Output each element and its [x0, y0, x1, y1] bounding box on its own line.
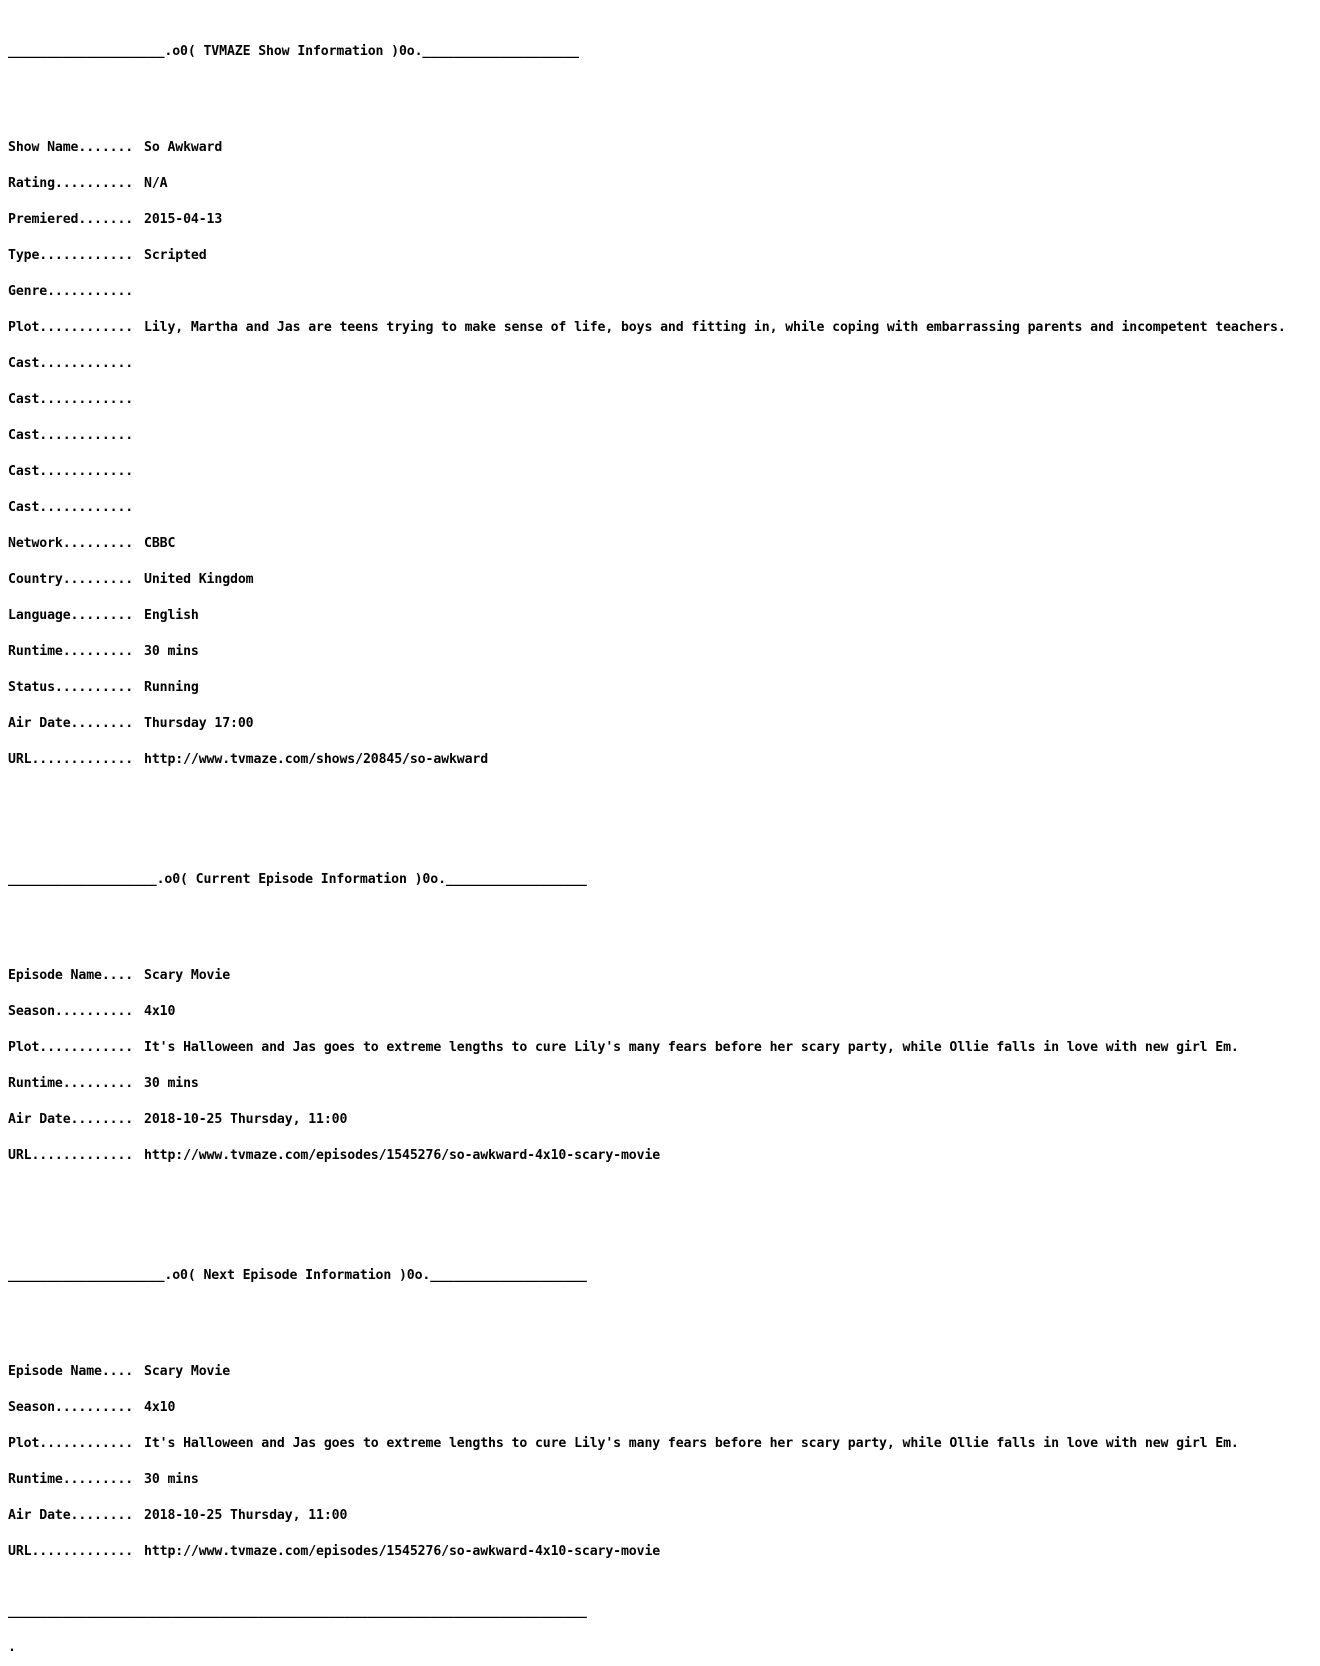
field-row-air-date — [8, 1114, 1286, 1126]
field-value: 30 mins — [144, 1472, 199, 1487]
field-row-air-date — [8, 1510, 1286, 1522]
field-label: Status.......... — [8, 680, 134, 695]
current-episode-fields — [8, 946, 1286, 1186]
field-value: 30 mins — [144, 644, 199, 659]
blank-line — [8, 1306, 1286, 1318]
field-value: N/A — [144, 176, 168, 191]
field-row-plot — [8, 322, 1286, 334]
field-label: Episode Name.... — [8, 1364, 134, 1379]
field-label: Network......... — [8, 536, 134, 551]
field-row-type — [8, 250, 1286, 262]
field-label: Plot............ — [8, 1436, 134, 1451]
field-row-runtime — [8, 1474, 1286, 1486]
field-row-air-date — [8, 718, 1286, 730]
field-value: It's Halloween and Jas goes to extreme lengths to cure Lily's many fears before her scary party, while Ollie falls in love with new girl Em. — [144, 1040, 1239, 1055]
field-row-url — [8, 1546, 1286, 1558]
field-row-language — [8, 610, 1286, 622]
next-episode-fields — [8, 1342, 1286, 1582]
field-label: Cast............ — [8, 500, 134, 515]
blank-line — [8, 814, 1286, 826]
field-label: Air Date........ — [8, 716, 134, 731]
field-label: Air Date........ — [8, 1112, 134, 1127]
field-label: Cast............ — [8, 392, 134, 407]
field-row-episode-name — [8, 1366, 1286, 1378]
field-row-plot — [8, 1438, 1286, 1450]
field-label: Show Name....... — [8, 140, 134, 155]
field-label: Genre........... — [8, 284, 134, 299]
field-row-cast — [8, 394, 1286, 406]
field-label: Season.......... — [8, 1400, 134, 1415]
field-label: Country......... — [8, 572, 134, 587]
field-value: Scary Movie — [144, 968, 231, 983]
field-value: Running — [144, 680, 199, 695]
console-output — [8, 10, 1286, 1666]
field-value: So Awkward — [144, 140, 223, 155]
footer-rule: __________________________________________________________________________ — [8, 1604, 587, 1619]
field-row-cast — [8, 430, 1286, 442]
field-row-runtime — [8, 1078, 1286, 1090]
field-value: 2015-04-13 — [144, 212, 223, 227]
field-value: 4x10 — [144, 1400, 176, 1415]
field-value: Thursday 17:00 — [144, 716, 254, 731]
field-label: URL............. — [8, 1544, 134, 1559]
prompt-cursor: . — [8, 1640, 16, 1655]
field-label: Type............ — [8, 248, 134, 263]
field-value: Scary Movie — [144, 1364, 231, 1379]
show-info-header: ____________________.o0( TVMAZE Show Information )0o.____________________ — [8, 44, 579, 59]
field-row-season — [8, 1402, 1286, 1414]
field-label: Plot............ — [8, 1040, 134, 1055]
field-row-season — [8, 1006, 1286, 1018]
field-value: 4x10 — [144, 1004, 176, 1019]
show-info-fields — [8, 118, 1286, 790]
field-label: Cast............ — [8, 428, 134, 443]
field-row-premiered — [8, 214, 1286, 226]
field-label: Runtime......... — [8, 644, 134, 659]
field-label: Runtime......... — [8, 1076, 134, 1091]
field-value: Lily, Martha and Jas are teens trying to make sense of life, boys and fitting in, while coping with embarrassing parents and incompetent teachers. — [144, 320, 1286, 335]
field-row-genre — [8, 286, 1286, 298]
field-value: 2018-10-25 Thursday, 11:00 — [144, 1508, 348, 1523]
field-label: URL............. — [8, 1148, 134, 1163]
field-row-cast — [8, 502, 1286, 514]
field-row-status — [8, 682, 1286, 694]
field-row-network — [8, 538, 1286, 550]
field-row-cast — [8, 466, 1286, 478]
field-value: English — [144, 608, 199, 623]
field-value: United Kingdom — [144, 572, 254, 587]
field-row-country — [8, 574, 1286, 586]
field-label: Season.......... — [8, 1004, 134, 1019]
blank-line — [8, 82, 1286, 94]
field-value: It's Halloween and Jas goes to extreme lengths to cure Lily's many fears before her scary party, while Ollie falls in love with new girl Em. — [144, 1436, 1239, 1451]
field-value: 2018-10-25 Thursday, 11:00 — [144, 1112, 348, 1127]
field-value: CBBC — [144, 536, 176, 551]
field-row-show-name — [8, 142, 1286, 154]
field-value: 30 mins — [144, 1076, 199, 1091]
field-value: http://www.tvmaze.com/episodes/1545276/so-awkward-4x10-scary-movie — [144, 1544, 661, 1559]
field-label: Air Date........ — [8, 1508, 134, 1523]
field-label: Language........ — [8, 608, 134, 623]
field-label: Episode Name.... — [8, 968, 134, 983]
current-episode-header: ___________________.o0( Current Episode Information )0o.__________________ — [8, 872, 587, 887]
field-label: Runtime......... — [8, 1472, 134, 1487]
field-value: Scripted — [144, 248, 207, 263]
field-label: Rating.......... — [8, 176, 134, 191]
field-row-cast — [8, 358, 1286, 370]
field-label: URL............. — [8, 752, 134, 767]
blank-line — [8, 1210, 1286, 1222]
next-episode-header: ____________________.o0( Next Episode Information )0o.____________________ — [8, 1268, 587, 1283]
field-row-url — [8, 754, 1286, 766]
field-row-runtime — [8, 646, 1286, 658]
field-label: Cast............ — [8, 464, 134, 479]
field-row-plot — [8, 1042, 1286, 1054]
field-value: http://www.tvmaze.com/episodes/1545276/so-awkward-4x10-scary-movie — [144, 1148, 661, 1163]
field-row-rating — [8, 178, 1286, 190]
blank-line — [8, 910, 1286, 922]
field-label: Cast............ — [8, 356, 134, 371]
field-row-url — [8, 1150, 1286, 1162]
field-row-episode-name — [8, 970, 1286, 982]
field-value: http://www.tvmaze.com/shows/20845/so-awkward — [144, 752, 489, 767]
field-label: Premiered....... — [8, 212, 134, 227]
field-label: Plot............ — [8, 320, 134, 335]
